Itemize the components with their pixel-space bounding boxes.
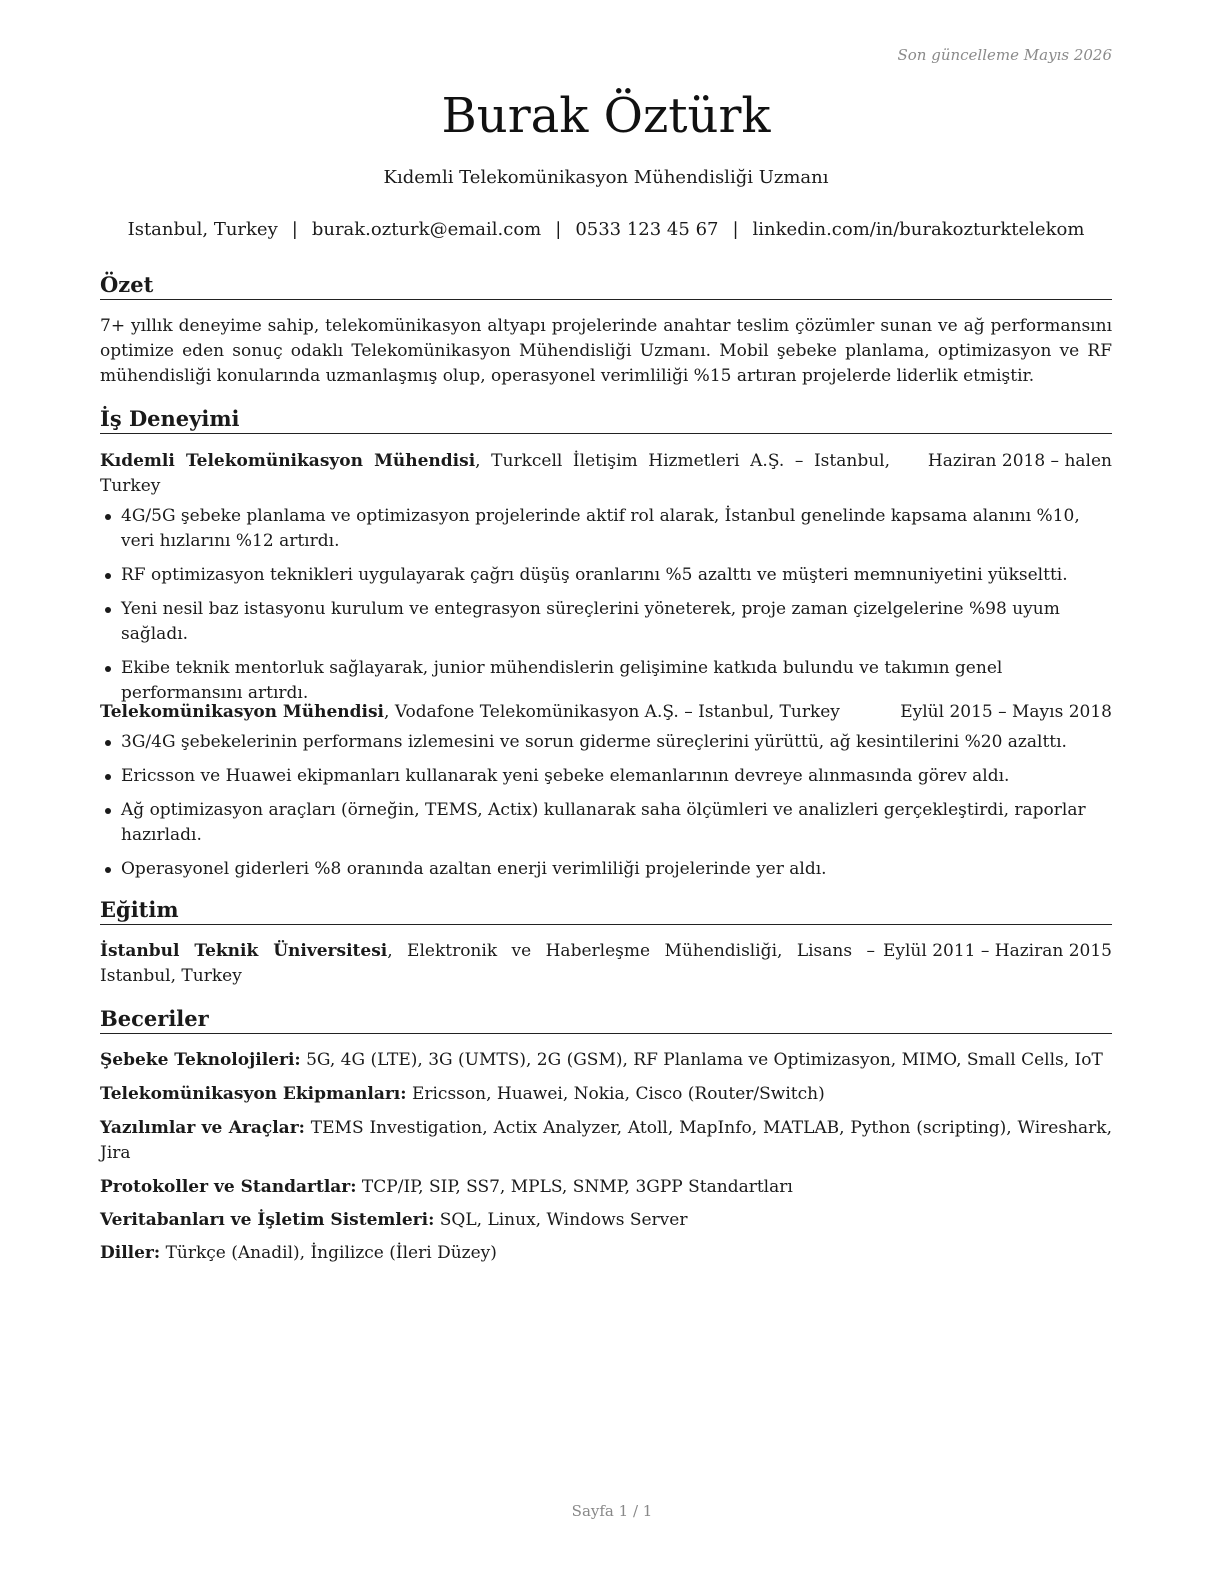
job-company: , Vodafone Telekomünikasyon A.Ş. – Istanbul, Turkey [384,702,840,722]
job-role-company [100,449,890,499]
contact-email[interactable]: burak.ozturk@email.com [311,219,542,240]
job-bullet: 4G/5G şebeke planlama ve optimizasyon projelerinde aktif rol alarak, İstanbul genelinde kapsama alanını %10, veri hızlarını %12 artırdı. [100,504,1112,554]
skill-label: Yazılımlar ve Araçlar: [100,1118,305,1138]
job-role-company [100,700,840,725]
contact-separator: | [555,219,562,240]
education-heading: Eğitim [100,896,1112,925]
education-dates: Eylül 2011 – Haziran 2015 [882,941,1112,961]
skill-value: 5G, 4G (LTE), 3G (UMTS), 2G (GSM), RF Planlama ve Optimizasyon, MIMO, Small Cells, IoT [300,1050,1103,1070]
contact-separator: | [291,219,298,240]
contact-phone[interactable]: 0533 123 45 67 [575,219,719,240]
job-header [100,700,1112,725]
job-bullets [100,730,1112,891]
summary-text: 7+ yıllık deneyime sahip, telekomünikasyon altyapı projelerinde anahtar teslim çözümler sunan ve ağ performansını optimize eden sonuç odaklı Telekomünikasyon Mühendisliği Uzmanı. Mobil şebeke planlama, optimizasyon ve RF mühendisliği konularında uzmanlaşmış olup, operasyonel verimliliği %15 artıran projelerde liderlik etmiştir. [100,316,1112,386]
summary-heading: Özet [100,271,1112,300]
education-detail: , Elektronik ve Haberleşme Mühendisliği, Lisans – Istanbul, Turkey [100,941,875,986]
job-role: Telekomünikasyon Mühendisi [100,702,385,722]
skill-row [100,1175,1112,1200]
skill-label: Şebeke Teknolojileri: [100,1050,301,1070]
skill-value: TCP/IP, SIP, SS7, MPLS, SNMP, 3GPP Standartları [356,1177,793,1197]
job-dates: Haziran 2018 – halen [927,451,1112,471]
skill-row [100,1048,1112,1073]
skill-row [100,1208,1112,1233]
job-bullets [100,504,1112,715]
skill-label: Diller: [100,1243,161,1263]
page-number: Sayfa 1 / 1 [571,1502,653,1520]
candidate-name: Burak Öztürk [441,88,771,144]
skill-value: SQL, Linux, Windows Server [434,1210,688,1230]
job-bullet: Ericsson ve Huawei ekipmanları kullanarak yeni şebeke elemanlarının devreye alınmasında görev aldı. [100,764,1112,789]
candidate-title: Kıdemli Telekomünikasyon Mühendisliği Uzmanı [383,167,829,188]
experience-heading: İş Deneyimi [100,405,1112,434]
skill-value: Ericsson, Huawei, Nokia, Cisco (Router/Switch) [406,1084,825,1104]
skill-value: Türkçe (Anadil), İngilizce (İleri Düzey) [160,1243,497,1263]
skill-label: Veritabanları ve İşletim Sistemleri: [100,1210,435,1230]
job-dates: Eylül 2015 – Mayıs 2018 [900,702,1112,722]
education-school-degree [100,939,875,989]
skill-label: Telekomünikasyon Ekipmanları: [100,1084,407,1104]
resume-page [100,0,1112,1584]
contact-line [100,219,1112,240]
skill-value: TEMS Investigation, Actix Analyzer, Atoll, MapInfo, MATLAB, Python (scripting), Wireshark, Jira [100,1118,1112,1163]
job-bullet: Yeni nesil baz istasyonu kurulum ve entegrasyon süreçlerini yöneterek, proje zaman çizelgelerine %98 uyum sağladı. [100,597,1112,647]
job-bullet: 3G/4G şebekelerinin performans izlemesini ve sorun giderme süreçlerini yürüttü, ağ kesintilerini %20 azalttı. [100,730,1112,755]
job-company: , Turkcell İletişim Hizmetleri A.Ş. – Istanbul, Turkey [100,451,890,496]
skill-row [100,1082,1112,1107]
job-header [100,449,1112,499]
contact-separator: | [732,219,739,240]
contact-location: Istanbul, Turkey [127,219,278,240]
job-bullet: RF optimizasyon teknikleri uygulayarak çağrı düşüş oranlarını %5 azalttı ve müşteri memnuniyetini yükseltti. [100,563,1112,588]
job-role: Kıdemli Telekomünikasyon Mühendisi [100,451,476,471]
last-updated: Son güncelleme Mayıs 2026 [897,46,1112,64]
job-bullet: Ağ optimizasyon araçları (örneğin, TEMS, Actix) kullanarak saha ölçümleri ve analizleri gerçekleştirdi, raporlar hazırladı. [100,798,1112,848]
contact-linkedin[interactable]: linkedin.com/in/burakozturktelekom [752,219,1085,240]
job-bullet: Operasyonel giderleri %8 oranında azaltan enerji verimliliği projelerinde yer aldı. [100,857,1112,882]
job-bullet: Ekibe teknik mentorluk sağlayarak, junior mühendislerin gelişimine katkıda bulundu ve takımın genel performansını artırdı. [100,656,1112,706]
skills-heading: Beceriler [100,1005,1112,1034]
skill-row [100,1241,1112,1266]
education-school: İstanbul Teknik Üniversitesi [100,941,388,961]
skill-row [100,1116,1112,1166]
skill-label: Protokoller ve Standartlar: [100,1177,357,1197]
education-entry [100,939,1112,989]
